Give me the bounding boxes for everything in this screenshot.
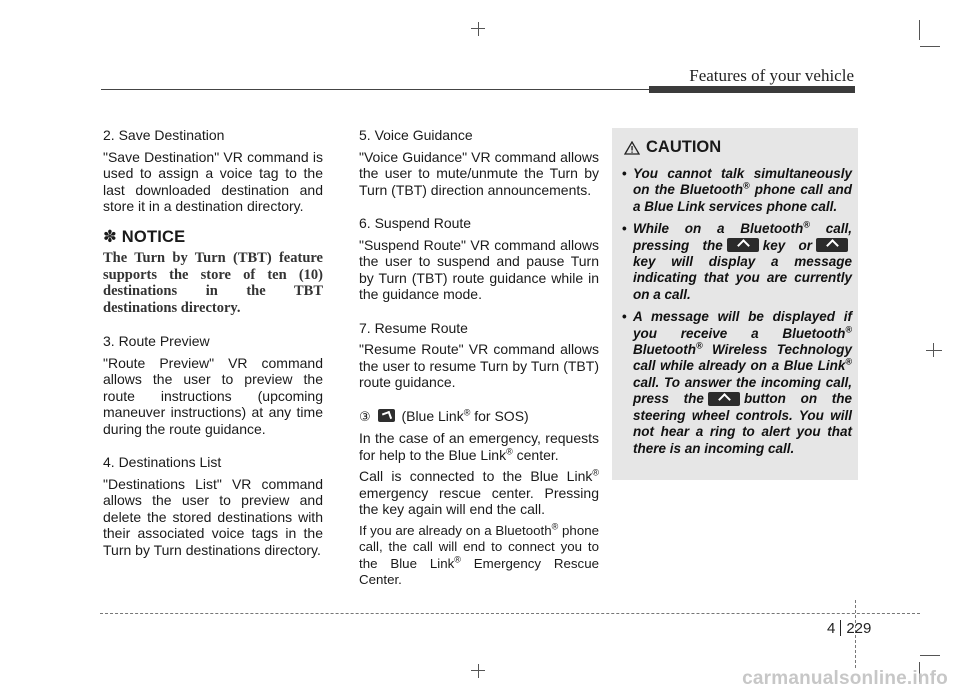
suspend-route-heading: 6. Suspend Route (359, 215, 472, 231)
destinations-list-text: "Destinations List" VR command allows the user to preview and delete the stored destinations with their associated voice tags in the Turn by Turn destinations directory. (103, 475, 323, 558)
voice-guidance-text: "Voice Guidance" VR command allows the user to mute/unmute the Turn by Turn (TBT) direction announcements. (359, 148, 599, 198)
crop-mark-right-mid-v (933, 343, 934, 357)
header-bar (649, 86, 855, 93)
middle-column (359, 127, 599, 589)
page-number-value: 229 (846, 620, 872, 637)
call-answer-button-icon (708, 392, 740, 406)
page-number-separator (840, 620, 841, 636)
page-number (827, 620, 871, 637)
save-destination-text: "Save Destination" VR command is used to assign a voice tag to the last downloaded destination and store it in a destination directory. (103, 148, 323, 214)
suspend-route-text: "Suspend Route" VR command allows the user to suspend and pause Turn by Turn (TBT) route guidance while in the guidance mode. (359, 236, 599, 302)
sos-text-bluetooth-call: If you are already on a Bluetooth® phone call, the call will end to connect you to the Blue Link® Emergency Rescue Center. (359, 521, 600, 587)
save-destination-heading: 2. Save Destination (103, 127, 225, 143)
crop-mark-bottom-right-h (920, 655, 940, 656)
crop-mark-bottom-center-h (471, 670, 485, 671)
sos-heading: ③ (Blue Link® for SOS) (359, 406, 529, 424)
watermark: carmanualsonline.info (742, 668, 948, 689)
section-title: Features of your vehicle (689, 66, 854, 85)
crop-mark-top-right-h (920, 46, 940, 47)
caution-item-incoming-call: • A message will be displayed if you receive a Bluetooth® Bluetooth® Wireless Technology call while already on a Blue Link® call. To answer the incoming call, press the button on the steering wheel controls. You will not hear a ring to alert you that there is an incoming call. (624, 309, 852, 457)
sos-text-emergency: In the case of an emergency, requests for help to the Blue Link® center. (359, 430, 599, 463)
blue-link-sos-button-icon (378, 409, 395, 422)
footer-rule (100, 613, 920, 614)
sos-text-call-connected: Call is connected to the Blue Link® emergency rescue center. Pressing the key again will end the call. (359, 467, 599, 517)
crop-mark-bottom-center-v (478, 664, 479, 678)
caution-header (624, 138, 721, 157)
route-preview-text: "Route Preview" VR command allows the user to preview the route instructions (upcoming maneuver instructions) at any time during the route guidance. (103, 354, 323, 437)
phone-key-icon (727, 238, 759, 252)
voice-guidance-heading: 5. Voice Guidance (359, 127, 473, 143)
crop-mark-right-mid-h (926, 350, 942, 351)
chapter-number: 4 (827, 620, 836, 637)
caution-item-simultaneous-calls: • You cannot talk simultaneously on the Bluetooth® phone call and a Blue Link services phone call. (624, 166, 852, 215)
caution-box (612, 128, 858, 480)
caution-item-key-press-message: • While on a Bluetooth® call, pressing the key orkey will display a message indicating that you are currently on a call. (624, 221, 852, 303)
notice-text: The Turn by Turn (TBT) feature supports the store of ten (10) destinations in the TBT destinations directory. (103, 250, 323, 316)
route-preview-heading: 3. Route Preview (103, 333, 210, 349)
caution-title: CAUTION (646, 138, 722, 156)
crop-mark-top-center-v (478, 22, 479, 36)
destinations-list-heading: 4. Destinations List (103, 454, 222, 470)
crop-mark-top-center-h (471, 28, 485, 29)
header-rule (101, 89, 649, 90)
caution-list (624, 166, 852, 463)
left-column (103, 127, 323, 558)
crop-mark-top-right-v (919, 20, 920, 40)
blue-link-key-icon (816, 238, 848, 252)
sos-number: ③ (359, 408, 371, 424)
resume-route-heading: 7. Resume Route (359, 319, 468, 336)
warning-triangle-icon (624, 141, 640, 155)
resume-route-text: "Resume Route" VR command allows the user to resume Turn by Turn (TBT) route guidance. (359, 341, 599, 390)
notice-title: ✽ NOTICE (103, 227, 186, 246)
